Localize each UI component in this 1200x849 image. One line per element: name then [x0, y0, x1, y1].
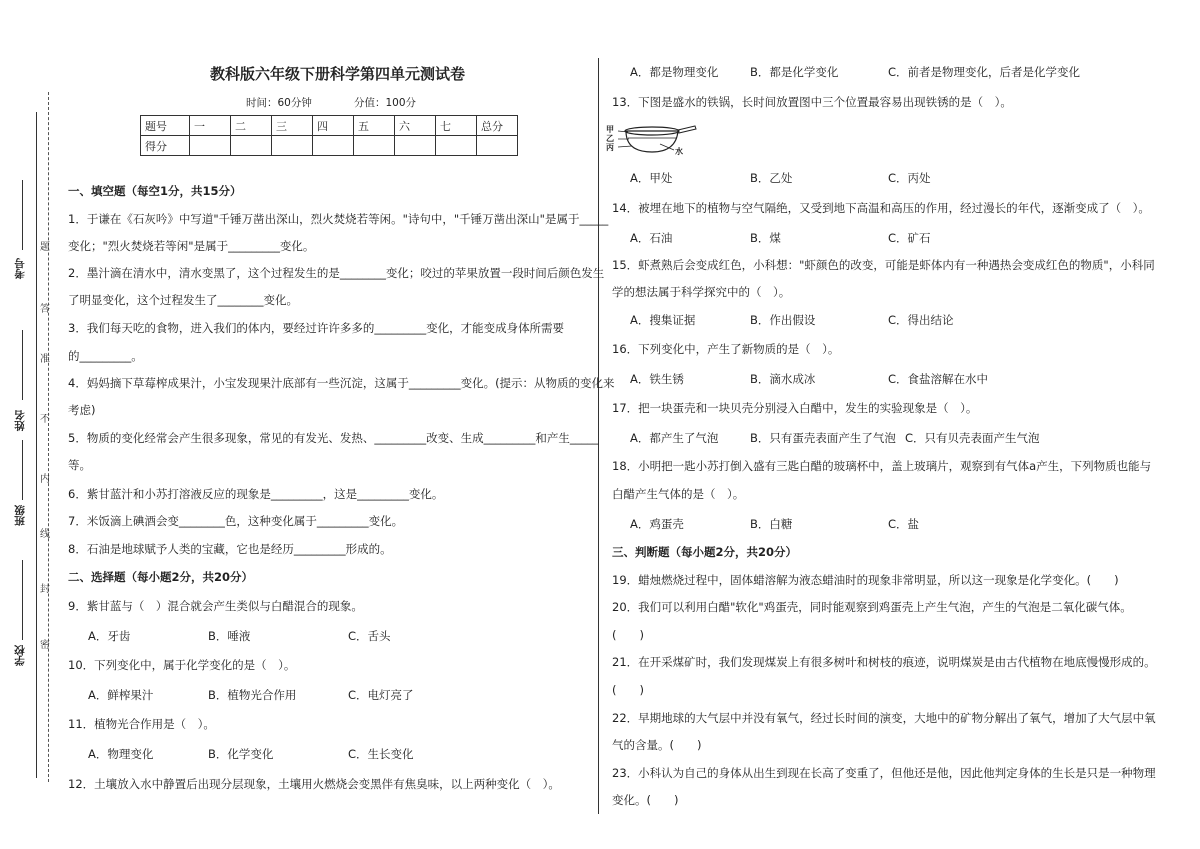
score-cell: 一 — [190, 116, 231, 136]
section-heading-fill: 一、填空题（每空1分，共15分） — [68, 184, 242, 198]
option-a[interactable]: A．都是物理变化 — [630, 65, 719, 79]
field-name-line[interactable] — [22, 330, 23, 400]
option-c[interactable]: C．只有贝壳表面产生气泡 — [905, 431, 1040, 445]
option-c[interactable]: C．食盐溶解在水中 — [888, 372, 989, 386]
answer-blank[interactable]: ( ) — [612, 683, 644, 697]
option-c[interactable]: C．电灯亮了 — [348, 688, 414, 702]
answer-blank[interactable]: ( ) — [612, 628, 644, 642]
option-b[interactable]: B．乙处 — [750, 171, 793, 185]
question-text: 21．在开采煤矿时，我们发现煤炭上有很多树叶和树枝的痕迹，说明煤炭是由古代植物在地底慢慢形成的。 — [612, 655, 1156, 669]
option-c[interactable]: C．丙处 — [888, 171, 931, 185]
question-text: 2．墨汁滴在清水中，清水变黑了，这个过程发生的是________变化；咬过的苹果放置一段时间后颜色发生 — [68, 266, 605, 280]
field-school-line[interactable] — [22, 560, 23, 640]
option-a[interactable]: A．鲜榨果汁 — [88, 688, 154, 702]
seal-char-7: 封 — [40, 584, 50, 595]
seal-char-2: 答 — [40, 304, 50, 315]
binding-dashed-rule — [48, 92, 49, 782]
score-input-cell[interactable] — [190, 136, 231, 156]
label-class: 班级 — [14, 505, 26, 526]
question-text: 11．植物光合作用是（ ）。 — [68, 717, 215, 731]
score-table-score-row — [141, 136, 518, 156]
fig-label-water: 水 — [675, 147, 683, 156]
score-cell: 七 — [436, 116, 477, 136]
seal-char-6: 线 — [40, 529, 50, 540]
option-a[interactable]: A．都产生了气泡 — [630, 431, 719, 445]
score-cell: 二 — [231, 116, 272, 136]
question-text: 气的含量。( ) — [612, 738, 702, 752]
score-cell: 题号 — [141, 116, 190, 136]
option-a[interactable]: A．牙齿 — [88, 629, 131, 643]
question-text: 17．把一块蛋壳和一块贝壳分别浸入白醋中，发生的实验现象是（ ）。 — [612, 401, 978, 415]
option-b[interactable]: B．只有蛋壳表面产生了气泡 — [750, 431, 896, 445]
score-input-cell[interactable] — [477, 136, 518, 156]
question-text: 18．小明把一匙小苏打倒入盛有三匙白醋的玻璃杯中，盖上玻璃片，观察到有气体a产生，下列物质也能与 — [612, 459, 1152, 473]
seal-char-4: 不 — [40, 414, 50, 425]
score-input-cell[interactable] — [272, 136, 313, 156]
question-text: 的_________。 — [68, 349, 143, 363]
question-text: 变化。( ) — [612, 793, 679, 807]
option-a[interactable]: A．石油 — [630, 231, 673, 245]
section-heading-choice: 二、选择题（每小题2分，共20分） — [68, 570, 254, 584]
score-cell: 四 — [313, 116, 354, 136]
option-a[interactable]: A．鸡蛋壳 — [630, 517, 684, 531]
option-b[interactable]: B．作出假设 — [750, 313, 816, 327]
question-text: 15．虾煮熟后会变成红色，小科想："虾颜色的改变，可能是虾体内有一种遇热会变成红色的物质"，小科同 — [612, 258, 1155, 272]
score-input-cell[interactable] — [436, 136, 477, 156]
seal-char-3: 准 — [40, 354, 50, 365]
option-b[interactable]: B．煤 — [750, 231, 781, 245]
option-b[interactable]: B．都是化学变化 — [750, 65, 839, 79]
option-b[interactable]: B．植物光合作用 — [208, 688, 297, 702]
option-a[interactable]: A．搜集证据 — [630, 313, 696, 327]
option-c[interactable]: C．得出结论 — [888, 313, 954, 327]
score-input-cell[interactable] — [354, 136, 395, 156]
score-cell: 六 — [395, 116, 436, 136]
score-input-cell[interactable] — [231, 136, 272, 156]
question-text: 23．小科认为自己的身体从出生到现在长高了变重了，但他还是他，因此他判定身体的生长是只是一种物理 — [612, 766, 1156, 780]
question-text: 20．我们可以利用白醋"软化"鸡蛋壳，同时能观察到鸡蛋壳上产生气泡，产生的气泡是二氧化碳气体。 — [612, 600, 1132, 614]
question-text: 5．物质的变化经常会产生很多现象，常见的有发光、发热、_________改变、生成_________和产生_____ — [68, 431, 599, 445]
option-a[interactable]: A．物理变化 — [88, 747, 154, 761]
question-text: 白醋产生气体的是（ ）。 — [612, 487, 745, 501]
question-text: 6．紫甘蓝汁和小苏打溶液反应的现象是_________，这是_________变化。 — [68, 487, 444, 501]
question-text: 了明显变化，这个过程发生了________变化。 — [68, 293, 298, 307]
question-text: 等。 — [68, 458, 91, 472]
label-exam-number: 考号 — [14, 258, 26, 279]
question-text: 16．下列变化中，产生了新物质的是（ ）。 — [612, 342, 840, 356]
option-b[interactable]: B．滴水成冰 — [750, 372, 816, 386]
score-cell: 总分 — [477, 116, 518, 136]
fig-label-yi: 乙 — [606, 134, 614, 143]
score-input-cell[interactable] — [395, 136, 436, 156]
question-text: 7．米饭滴上碘酒会变________色，这种变化属于_________变化。 — [68, 514, 404, 528]
score-cell: 得分 — [141, 136, 190, 156]
option-c[interactable]: C．矿石 — [888, 231, 931, 245]
question-text: 19．蜡烛燃烧过程中，固体蜡溶解为液态蜡油时的现象非常明显，所以这一现象是化学变化。( ) — [612, 573, 1119, 587]
label-school: 学校 — [14, 645, 26, 666]
score-cell: 五 — [354, 116, 395, 136]
score-table-header-row — [141, 116, 518, 136]
pot-handle — [678, 126, 696, 133]
label-name: 姓名 — [14, 410, 26, 431]
fig-label-bing: 丙 — [606, 143, 614, 152]
question-text: 14．被埋在地下的植物与空气隔绝，又受到地下高温和高压的作用，经过漫长的年代，逐渐变成了（ ）。 — [612, 201, 1150, 215]
seal-char-5: 内 — [40, 474, 50, 485]
question-text: 22．早期地球的大气层中并没有氧气，经过长时间的演变，大地中的矿物分解出了氧气，增加了大气层中氧 — [612, 711, 1156, 725]
iron-pot-figure — [610, 122, 700, 162]
option-b[interactable]: B．唾液 — [208, 629, 251, 643]
field-class-line[interactable] — [22, 440, 23, 500]
seal-char-8: 密 — [40, 640, 50, 651]
question-text: 4．妈妈摘下草莓榨成果汁，小宝发现果汁底部有一些沉淀，这属于_________变化。(提示：从物质的变化来 — [68, 376, 615, 390]
question-text: 12．土壤放入水中静置后出现分层现象，土壤用火燃烧会变黑伴有焦臭味，以上两种变化（ ）。 — [68, 777, 560, 791]
page-title: 教科版六年级下册科学第四单元测试卷 — [210, 65, 466, 83]
score-table — [140, 115, 518, 156]
question-text: 9．紫甘蓝与（ ）混合就会产生类似与白醋混合的现象。 — [68, 599, 363, 613]
option-a[interactable]: A．甲处 — [630, 171, 673, 185]
fig-label-jia: 甲 — [606, 125, 614, 134]
question-text: 13．下图是盛水的铁锅，长时间放置图中三个位置最容易出现铁锈的是（ ）。 — [612, 95, 1012, 109]
binding-solid-rule — [36, 112, 37, 778]
option-b[interactable]: B．化学变化 — [208, 747, 274, 761]
question-text: 1．于谦在《石灰吟》中写道"千锤万凿出深山，烈火焚烧若等闲。"诗句中，"千锤万凿出深山"是属于_____ — [68, 212, 609, 226]
option-c[interactable]: C．前者是物理变化，后者是化学变化 — [888, 65, 1081, 79]
section-heading-judge: 三、判断题（每小题2分，共20分） — [612, 545, 798, 559]
question-text: 考虑) — [68, 403, 96, 417]
pointer-bing — [618, 146, 632, 147]
score-input-cell[interactable] — [313, 136, 354, 156]
field-exam-number-line[interactable] — [22, 180, 23, 250]
seal-char-1: 题 — [40, 242, 50, 253]
question-text: 8．石油是地球赋予人类的宝藏，它也是经历_________形成的。 — [68, 542, 392, 556]
exam-score: 分值：100分 — [354, 97, 417, 109]
option-a[interactable]: A．铁生锈 — [630, 372, 684, 386]
question-text: 学的想法属于科学探究中的（ ）。 — [612, 285, 791, 299]
score-cell: 三 — [272, 116, 313, 136]
option-c[interactable]: C．盐 — [888, 517, 920, 531]
question-text: 10．下列变化中，属于化学变化的是（ ）。 — [68, 658, 296, 672]
option-b[interactable]: B．白糖 — [750, 517, 793, 531]
option-c[interactable]: C．舌头 — [348, 629, 391, 643]
question-text: 3．我们每天吃的食物，进入我们的体内，要经过许许多多的_________变化，才能变成身体所需要 — [68, 321, 565, 335]
option-c[interactable]: C．生长变化 — [348, 747, 414, 761]
exam-time: 时间：60分钟 — [246, 97, 312, 109]
question-text: 变化；"烈火焚烧若等闲"是属于_________变化。 — [68, 239, 315, 253]
